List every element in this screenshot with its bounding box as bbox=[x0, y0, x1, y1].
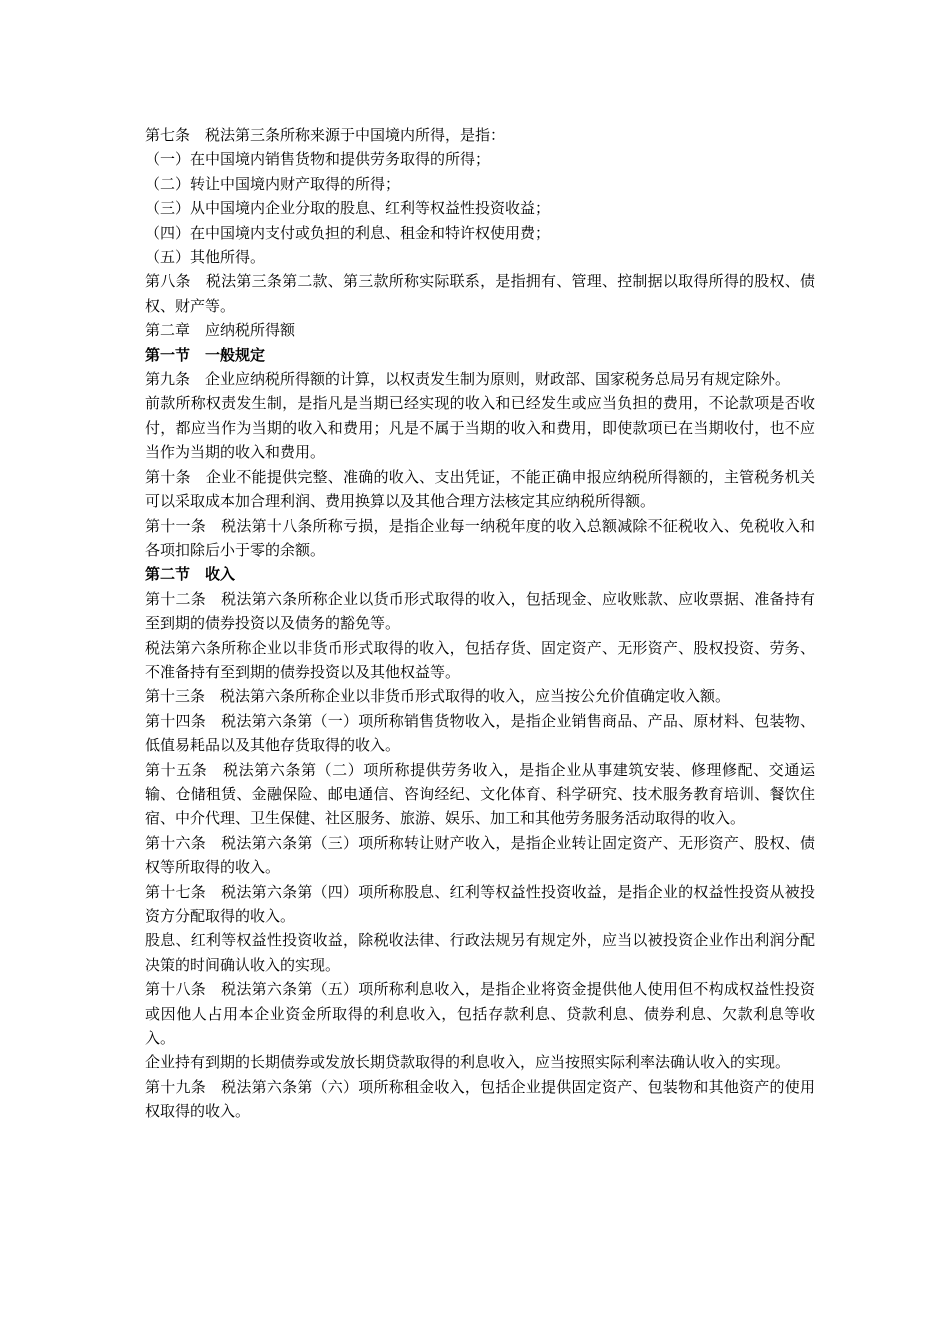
section-heading-2: 第二节 收入 bbox=[145, 565, 236, 584]
article-12: 第十二条 税法第六条所称企业以货币形式取得的收入，包括现金、应收账款、应收票据、准备持有至到期的债券投资以及债务的豁免等。 bbox=[145, 589, 815, 633]
article-14: 第十四条 税法第六条第（一）项所称销售货物收入，是指企业销售商品、产品、原材料、包装物、低值易耗品以及其他存货取得的收入。 bbox=[145, 711, 815, 755]
article-17-paragraph-2: 股息、红利等权益性投资收益，除税收法律、行政法规另有规定外，应当以被投资企业作出利润分配决策的时间确认收入的实现。 bbox=[145, 931, 815, 974]
article-18-paragraph-2: 企业持有到期的长期债券或发放长期贷款取得的利息收入，应当按照实际利率法确认收入的实现。 bbox=[145, 1053, 791, 1072]
article-10: 第十条 企业不能提供完整、准确的收入、支出凭证，不能正确申报应纳税所得额的，主管税务机关可以采取成本加合理利润、费用换算以及其他合理方法核定其应纳税所得额。 bbox=[145, 467, 815, 511]
article-19: 第十九条 税法第六条第（六）项所称租金收入，包括企业提供固定资产、包装物和其他资产的使用权取得的收入。 bbox=[145, 1077, 815, 1121]
article-17: 第十七条 税法第六条第（四）项所称股息、红利等权益性投资收益，是指企业的权益性投资从被投资方分配取得的收入。 bbox=[145, 882, 815, 925]
article-18: 第十八条 税法第六条第（五）项所称利息收入，是指企业将资金提供他人使用但不构成权益性投资或因他人占用本企业资金所取得的利息收入，包括存款利息、贷款利息、债券利息、欠款利息等收入。 bbox=[145, 980, 815, 1048]
list-item-1: （一）在中国境内销售货物和提供劳务取得的所得； bbox=[145, 150, 491, 169]
section-heading-1: 第一节 一般规定 bbox=[145, 345, 266, 364]
article-13: 第十三条 税法第六条所称企业以非货币形式取得的收入，应当按公允价值确定收入额。 bbox=[145, 687, 731, 706]
article-15: 第十五条 税法第六条第（二）项所称提供劳务收入，是指企业从事建筑安装、修理修配、交通运输、仓储租赁、金融保险、邮电通信、咨询经纪、文化体育、科学研究、技术服务教育培训、餐饮住宿、中介代理、卫生保健、社区服务、旅游、娱乐、加工和其他劳务服务活动取得的收入。 bbox=[145, 760, 815, 828]
article-16: 第十六条 税法第六条第（三）项所称转让财产收入，是指企业转让固定资产、无形资产、股权、债权等所取得的收入。 bbox=[145, 833, 815, 877]
list-item-5: （五）其他所得。 bbox=[145, 248, 266, 267]
document-page bbox=[145, 123, 815, 1124]
article-7: 第七条 税法第三条所称来源于中国境内所得，是指： bbox=[145, 126, 506, 144]
article-8: 第八条 税法第三条第二款、第三款所称实际联系，是指拥有、管理、控制据以取得所得的股权、债权、财产等。 bbox=[145, 272, 815, 315]
article-9-paragraph-2: 前款所称权责发生制，是指凡是当期已经实现的收入和已经发生或应当负担的费用，不论款项是否收付，都应当作为当期的收入和费用；凡是不属于当期的收入和费用，即使款项已在当期收付，也不应当作为当期的收入和费用。 bbox=[145, 394, 815, 462]
article-11: 第十一条 税法第十八条所称亏损，是指企业每一纳税年度的收入总额减除不征税收入、免税收入和各项扣除后小于零的余额。 bbox=[145, 516, 815, 559]
list-item-2: （二）转让中国境内财产取得的所得； bbox=[145, 174, 401, 193]
article-12-paragraph-2: 税法第六条所称企业以非货币形式取得的收入，包括存货、固定资产、无形资产、股权投资、劳务、不准备持有至到期的债券投资以及其他权益等。 bbox=[145, 638, 815, 681]
list-item-3: （三）从中国境内企业分取的股息、红利等权益性投资收益； bbox=[145, 199, 551, 218]
chapter-heading: 第二章 应纳税所得额 bbox=[145, 321, 296, 340]
list-item-4: （四）在中国境内支付或负担的利息、租金和特许权使用费； bbox=[145, 223, 551, 242]
article-9: 第九条 企业应纳税所得额的计算，以权责发生制为原则，财政部、国家税务总局另有规定除外。 bbox=[145, 370, 791, 389]
